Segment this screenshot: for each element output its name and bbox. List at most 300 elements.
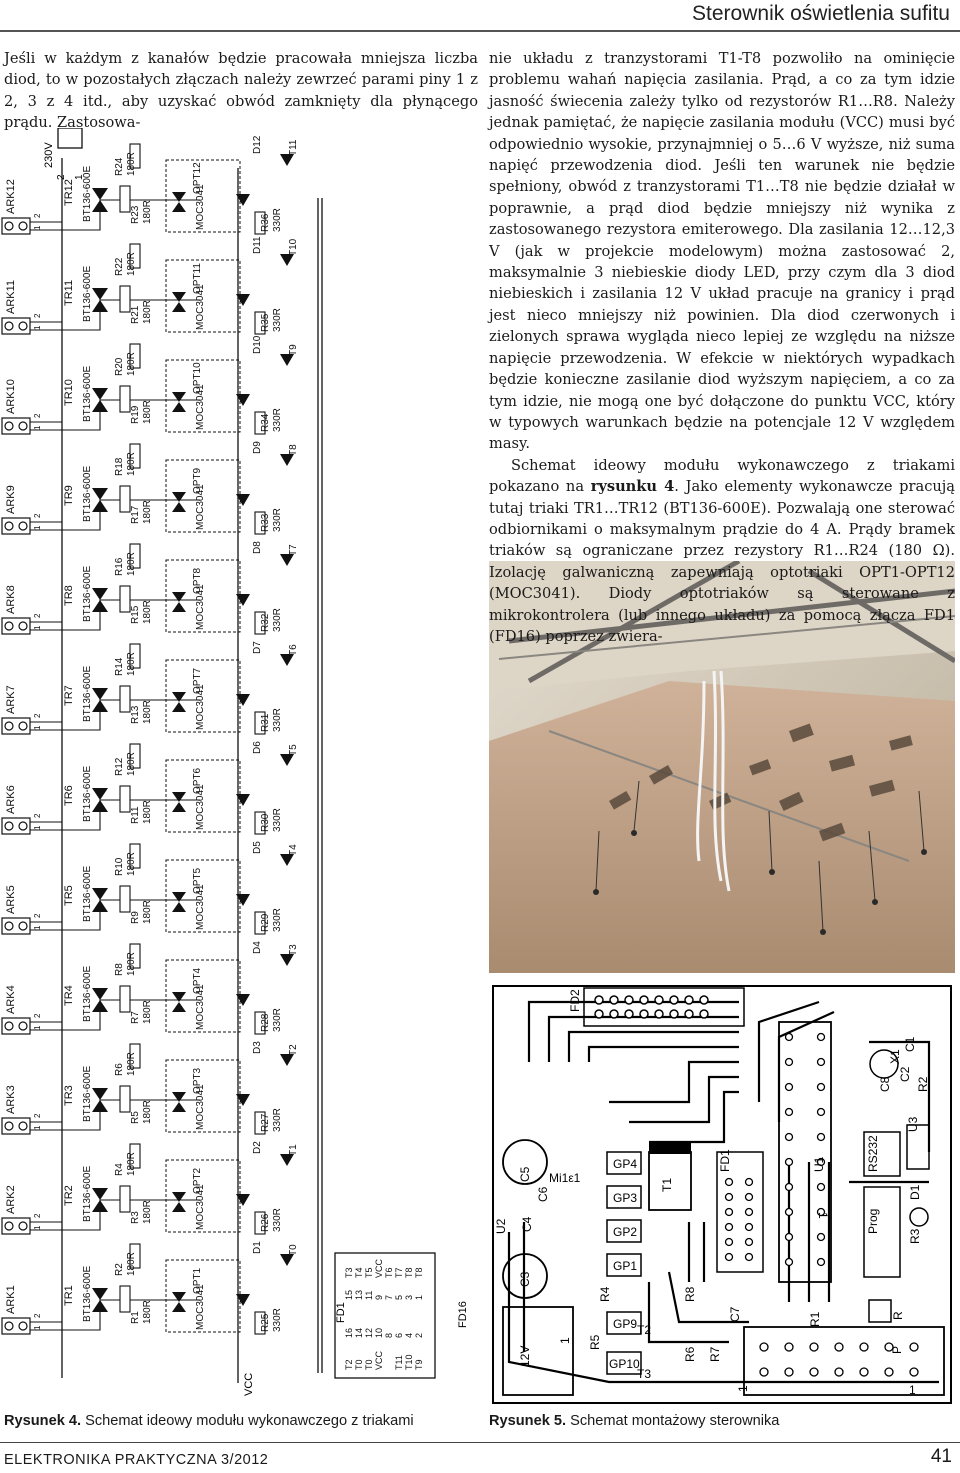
snubber-resistor-label: R24 <box>114 157 125 176</box>
pcb-label: D1 <box>908 1184 922 1200</box>
pcb-label: C4 <box>520 1216 534 1232</box>
triac-type-label: BT136-600E <box>82 365 93 422</box>
gate-resistor-label: R11 <box>130 806 141 824</box>
fd-pin-right: 7 <box>384 1294 394 1300</box>
gate-resistor <box>120 486 130 512</box>
triac-label: TR4 <box>63 985 75 1006</box>
pcb-label: Prog <box>866 1208 880 1234</box>
triac-symbol <box>92 188 108 200</box>
optotriac-symbol <box>172 302 186 312</box>
ark-pin <box>19 822 27 830</box>
optotriac-label: OPT8 <box>192 567 203 594</box>
snubber-resistor-label: R16 <box>114 557 125 576</box>
led-resistor-value: 330R <box>272 1308 283 1332</box>
triac-type-label: BT136-600E <box>82 165 93 222</box>
control-line-label: T10 <box>288 238 299 256</box>
gate-resistor-label: R21 <box>130 305 141 324</box>
snubber-resistor-value: 180R <box>126 1252 137 1276</box>
pcb-label: R4 <box>598 1286 612 1302</box>
ark-pin1-label: 1 <box>33 625 42 630</box>
ark-pin <box>5 322 13 330</box>
ark-pin <box>5 1222 13 1230</box>
fd-pin-left: 2 <box>414 1332 424 1338</box>
right-column-text <box>489 48 955 647</box>
triac-symbol <box>92 1288 108 1300</box>
indicator-led-label: D4 <box>252 941 263 954</box>
optotriac-type-label: MOC3041 <box>195 1184 206 1230</box>
triac-symbol <box>92 988 108 1000</box>
channel-wire <box>30 1200 200 1230</box>
ark-connector <box>2 1318 30 1334</box>
ark-pin2-label: 2 <box>33 713 42 718</box>
ark-connector <box>2 818 30 834</box>
ark-pin <box>5 1322 13 1330</box>
gate-resistor <box>120 886 130 912</box>
ark-label: ARK7 <box>5 685 17 714</box>
triac-label: TR12 <box>63 179 75 206</box>
ark-connector <box>2 1018 30 1034</box>
ark-pin <box>5 922 13 930</box>
optotriac-type-label: MOC3041 <box>195 684 206 730</box>
led-resistor-label: R29 <box>260 913 271 932</box>
channel-ark4 <box>2 941 299 1034</box>
pcb-label: FD1 <box>718 1149 732 1172</box>
led-resistor-value: 330R <box>272 808 283 832</box>
ark-pin2-label: 2 <box>33 1113 42 1118</box>
channel-ark8 <box>2 541 299 634</box>
control-line-label: T3 <box>288 944 299 956</box>
led-resistor-value: 330R <box>272 508 283 532</box>
optotriac-symbol <box>172 1102 186 1112</box>
optotriac-type-label: MOC3041 <box>195 884 206 930</box>
triac-type-label: BT136-600E <box>82 865 93 922</box>
optotriac-label: OPT9 <box>192 467 203 494</box>
ark-label: ARK6 <box>5 785 17 814</box>
optotriac-type-label: MOC3041 <box>195 984 206 1030</box>
triac-label: TR5 <box>63 885 75 906</box>
vcc-label: VCC <box>243 1372 255 1396</box>
triac-label: TR7 <box>63 685 75 706</box>
fd-signal-right: T5 <box>364 1267 374 1278</box>
right-paragraph-2 <box>489 455 955 648</box>
optotriac-type-label: MOC3041 <box>195 184 206 230</box>
gate-resistor-label: R5 <box>130 1111 141 1124</box>
fd-pin-left: 10 <box>374 1327 384 1338</box>
pcb-label: C5 <box>518 1166 532 1182</box>
channel-wire <box>30 700 200 730</box>
gate-resistor-value: 180R <box>142 700 153 724</box>
indicator-led-label: D12 <box>252 135 263 154</box>
triac-type-label: BT136-600E <box>82 965 93 1022</box>
led-resistor-value: 330R <box>272 1208 283 1232</box>
optotriac-type-label: MOC3041 <box>195 484 206 530</box>
ark-connector <box>2 318 30 334</box>
optotriac-symbol <box>172 1202 186 1212</box>
ark-pin <box>5 822 13 830</box>
optotriac-symbol <box>172 602 186 612</box>
snubber-resistor-label: R4 <box>114 1163 125 1176</box>
channel-wire <box>30 300 200 330</box>
pcb-label: U1 <box>812 1156 826 1172</box>
fd-pin-right: 13 <box>354 1289 364 1300</box>
led-resistor-label: R28 <box>260 1013 271 1032</box>
triac-symbol <box>92 788 108 800</box>
ark-label: ARK11 <box>5 279 17 314</box>
triac-symbol <box>92 1088 108 1100</box>
footer-rule <box>0 1442 960 1443</box>
snubber-resistor-label: R22 <box>114 257 125 276</box>
gate-resistor <box>120 1286 130 1312</box>
ark-pin2-label: 2 <box>33 1213 42 1218</box>
pcb-layout-figure <box>489 982 955 1407</box>
gate-resistor <box>120 1086 130 1112</box>
fd-signal-right: VCC <box>374 1258 384 1278</box>
channel-wire <box>30 900 200 930</box>
indicator-led-label: D2 <box>252 1141 263 1154</box>
optotriac-symbol <box>172 502 186 512</box>
gate-resistor <box>120 786 130 812</box>
triac-symbol <box>92 200 108 212</box>
triac-type-label: BT136-600E <box>82 1265 93 1322</box>
optotriac-symbol <box>172 702 186 712</box>
pcb-label: C1 <box>903 1036 917 1052</box>
right-paragraph-2-a: Schemat ideowy modułu wykonawczego z triakami pokazano na <box>489 456 955 496</box>
optotriac-label: OPT10 <box>192 362 203 394</box>
led-resistor-value: 330R <box>272 1008 283 1032</box>
ark-pin2-label: 2 <box>33 213 42 218</box>
fd-signal-left: T9 <box>414 1359 424 1370</box>
fd-signal-left: T2 <box>344 1359 354 1370</box>
pcb-label: X1 <box>888 1049 902 1064</box>
fd-pin-left: 14 <box>354 1327 364 1338</box>
pcb-label: R3 <box>908 1228 922 1244</box>
figure-4-reference: rysunku 4 <box>590 478 675 496</box>
control-line-label: T1 <box>288 1144 299 1156</box>
gate-resistor-label: R15 <box>130 605 141 624</box>
triac-symbol <box>92 600 108 612</box>
triac-symbol <box>92 1100 108 1112</box>
ark-label: ARK1 <box>5 1285 17 1314</box>
triac-label: TR9 <box>63 485 75 506</box>
channel-ark9 <box>2 441 299 534</box>
gate-resistor-value: 180R <box>142 1300 153 1324</box>
triac-type-label: BT136-600E <box>82 665 93 722</box>
triac-label: TR6 <box>63 785 75 806</box>
snubber-resistor-label: R2 <box>114 1263 125 1276</box>
gate-resistor-value: 180R <box>142 300 153 324</box>
led-resistor-label: R26 <box>260 1213 271 1232</box>
gate-resistor <box>120 186 130 212</box>
ark-pin1-label: 1 <box>33 1225 42 1230</box>
triac-symbol <box>92 888 108 900</box>
control-line-label: T0 <box>288 1244 299 1256</box>
ark-pin1-label: 1 <box>33 925 42 930</box>
triac-type-label: BT136-600E <box>82 465 93 522</box>
pcb-label: GP10 <box>609 1357 640 1371</box>
pcb-label: 1 <box>816 1212 830 1219</box>
fd1-label: FD1 <box>335 1302 347 1323</box>
ark-label: ARK3 <box>5 1085 17 1114</box>
led-resistor-value: 330R <box>272 408 283 432</box>
indicator-led-label: D9 <box>252 441 263 454</box>
snubber-resistor-value: 180R <box>126 1052 137 1076</box>
snubber-resistor-label: R20 <box>114 357 125 376</box>
ark-pin <box>19 1122 27 1130</box>
pcb-label: R1 <box>808 1311 822 1327</box>
triac-symbol <box>92 1200 108 1212</box>
channel-wire <box>30 600 200 630</box>
snubber-resistor-label: R18 <box>114 457 125 476</box>
channel-ark1 <box>2 1241 299 1334</box>
right-paragraph-2-b: . Jako elementy wykonawcze pracują tutaj triaki TR1…TR12 (BT136-600E). Pozwalają one sterować odbiornikami o maksymalnym prądzie do 4 A. Prądy bramek triaków są ograniczane przez rezystory R1…R24 (180 Ω). Izolację galwaniczną zapewniają optotriaki OPT1-OPT12 (MOC3041). Diody optotriaków są sterowane z mikrokontrolera (lub innego układu) za pomocą złącza FD1 (FD16) poprzez zwiera- <box>489 478 955 645</box>
ark-label: ARK10 <box>5 379 17 414</box>
ark-pin <box>19 722 27 730</box>
gate-resistor-label: R13 <box>130 705 141 724</box>
pcb-label: FD2 <box>568 989 582 1012</box>
snubber-resistor-value: 180R <box>126 1152 137 1176</box>
optotriac-type-label: MOC3041 <box>195 584 206 630</box>
gate-resistor-value: 180R <box>142 1000 153 1024</box>
gate-resistor <box>120 686 130 712</box>
fd-pin-right: 3 <box>404 1294 414 1300</box>
gate-resistor-value: 180R <box>142 200 153 224</box>
figure-4-caption-text: Schemat ideowy modułu wykonawczego z triakami <box>81 1413 414 1429</box>
led-resistor-value: 330R <box>272 308 283 332</box>
snubber-resistor-value: 180R <box>126 152 137 176</box>
ark-pin <box>19 322 27 330</box>
ark-pin <box>5 722 13 730</box>
optotriac-label: OPT3 <box>192 1067 203 1094</box>
gate-resistor-label: R17 <box>130 505 141 524</box>
pcb-label: C8 <box>878 1076 892 1092</box>
optotriac-symbol <box>172 202 186 212</box>
snubber-resistor-label: R10 <box>114 857 125 876</box>
triac-symbol <box>92 488 108 500</box>
triac-label: TR10 <box>63 379 75 406</box>
fd-pin-left: 16 <box>344 1327 354 1338</box>
triac-type-label: BT136-600E <box>82 265 93 322</box>
indicator-led-label: D6 <box>252 741 263 754</box>
ark-pin <box>19 622 27 630</box>
triac-symbol <box>92 1188 108 1200</box>
ark-pin <box>19 522 27 530</box>
ark-connector <box>2 1118 30 1134</box>
optotriac-symbol <box>172 402 186 412</box>
ark-label: ARK4 <box>5 985 17 1014</box>
optotriac-label: OPT2 <box>192 1167 203 1194</box>
header-rule <box>0 30 960 32</box>
indicator-led-label: D8 <box>252 541 263 554</box>
pcb-label: RS232 <box>866 1135 880 1172</box>
fd-signal-left: VCC <box>374 1350 384 1370</box>
led-resistor-value: 330R <box>272 208 283 232</box>
led-resistor-value: 330R <box>272 708 283 732</box>
left-column-text: Jeśli w każdym z kanałów będzie pracowała mniejsza liczba diod, to w pozostałych złączach należy zewrzeć parami piny 1 z 2, 3 z 4 itd., aby uzyskać obwód zamknięty dla płynącego prądu. Zastosowa- <box>4 50 478 132</box>
triac-type-label: BT136-600E <box>82 1165 93 1222</box>
ark-pin <box>5 622 13 630</box>
gate-resistor-value: 180R <box>142 800 153 824</box>
ark-pin <box>5 1122 13 1130</box>
snubber-resistor-label: R12 <box>114 757 125 776</box>
optotriac-label: OPT1 <box>192 1267 203 1294</box>
ark-pin2-label: 2 <box>33 513 42 518</box>
pcb-label: 1 <box>736 1385 750 1392</box>
pcb-label: C6 <box>536 1186 550 1202</box>
optotriac-label: OPT12 <box>192 162 203 194</box>
optotriac-type-label: MOC3041 <box>195 384 206 430</box>
indicator-led-label: D1 <box>252 1241 263 1254</box>
optotriac-symbol <box>172 902 186 912</box>
ark-pin <box>19 1022 27 1030</box>
ark-label: ARK9 <box>5 485 17 514</box>
ark-connector <box>2 918 30 934</box>
ark-pin1-label: 1 <box>33 825 42 830</box>
indicator-led-label: D11 <box>252 236 263 254</box>
fd-pin-left: 12 <box>364 1327 374 1338</box>
gate-resistor <box>120 386 130 412</box>
optotriac-symbol <box>172 802 186 812</box>
led-resistor-label: R31 <box>260 713 271 732</box>
indicator-led-label: D7 <box>252 641 263 654</box>
triac-symbol <box>92 400 108 412</box>
ark-pin2-label: 2 <box>33 1313 42 1318</box>
fd-signal-left: T0 <box>354 1359 364 1370</box>
ark-pin <box>19 922 27 930</box>
pcb-label: U3 <box>906 1116 920 1132</box>
optotriac-label: OPT4 <box>192 967 203 994</box>
channel-wire <box>30 800 200 830</box>
triac-label: TR11 <box>63 279 75 306</box>
led-resistor-label: R35 <box>260 313 271 332</box>
fd-pin-left: 8 <box>384 1332 394 1338</box>
pcb-label: R <box>891 1311 905 1320</box>
snubber-resistor-value: 180R <box>126 952 137 976</box>
gate-resistor-value: 180R <box>142 400 153 424</box>
fd-signal-left: T10 <box>404 1354 414 1370</box>
triac-symbol <box>92 500 108 512</box>
gate-resistor-label: R9 <box>130 911 141 924</box>
figure-5-caption <box>489 1413 779 1429</box>
triac-label: TR3 <box>63 1085 75 1106</box>
ark-label: ARK12 <box>5 179 17 214</box>
optotriac-label: OPT6 <box>192 767 203 794</box>
snubber-resistor-value: 180R <box>126 452 137 476</box>
channel-wire <box>30 400 200 430</box>
ark-pin <box>19 222 27 230</box>
ark-pin2-label: 2 <box>33 413 42 418</box>
control-line-label: T6 <box>288 644 299 656</box>
pcb-label: GP2 <box>613 1225 638 1239</box>
pcb-label: T2 <box>637 1323 652 1337</box>
figure-5-caption-label: Rysunek 5. <box>489 1413 567 1429</box>
figure-4-caption-label: Rysunek 4. <box>4 1413 82 1429</box>
led-resistor-value: 330R <box>272 908 283 932</box>
gate-resistor <box>120 286 130 312</box>
led-resistor-label: R34 <box>260 413 271 432</box>
gate-resistor-label: R1 <box>130 1311 141 1324</box>
footer-page-number: 41 <box>930 1446 952 1467</box>
channel-ark10 <box>2 335 299 434</box>
ark-pin1-label: 1 <box>33 225 42 230</box>
fd-pin-right: 15 <box>344 1289 354 1300</box>
control-line-label: T7 <box>288 544 299 556</box>
channel-wire <box>30 1000 200 1030</box>
optotriac-type-label: MOC3041 <box>195 284 206 330</box>
mains-label: 230V <box>43 142 55 168</box>
control-line-label: T5 <box>288 744 299 756</box>
snubber-resistor-value: 180R <box>126 352 137 376</box>
fd-pin-right: 5 <box>394 1294 404 1300</box>
triac-symbol <box>92 1300 108 1312</box>
triac-type-label: BT136-600E <box>82 765 93 822</box>
snubber-resistor-label: R6 <box>114 1063 125 1076</box>
fd-signal-left: T11 <box>394 1355 404 1370</box>
optotriac-symbol <box>172 1302 186 1312</box>
pcb-label: C3 <box>518 1271 532 1287</box>
triac-symbol <box>92 1000 108 1012</box>
pcb-label: R7 <box>708 1346 722 1362</box>
triac-type-label: BT136-600E <box>82 1065 93 1122</box>
snubber-resistor-value: 180R <box>126 852 137 876</box>
ark-pin <box>19 1222 27 1230</box>
ark-label: ARK2 <box>5 1185 17 1214</box>
fd-pin-left: 6 <box>394 1332 404 1338</box>
snubber-resistor-label: R8 <box>114 963 125 976</box>
channel-wire <box>30 1300 200 1330</box>
ark-pin1-label: 1 <box>33 1325 42 1330</box>
ark-pin2-label: 2 <box>33 613 42 618</box>
snubber-resistor-label: R14 <box>114 657 125 676</box>
gate-resistor <box>120 986 130 1012</box>
led-resistor-value: 330R <box>272 608 283 632</box>
triac-symbol <box>92 900 108 912</box>
pcb-label: GP3 <box>613 1191 638 1205</box>
gate-resistor-label: R3 <box>130 1211 141 1224</box>
pcb-label: Mi1ε1 <box>549 1171 581 1185</box>
ark-pin <box>5 222 13 230</box>
led-resistor-label: R32 <box>260 613 271 632</box>
fd-signal-right: T8 <box>404 1267 414 1278</box>
fd16-label: FD16 <box>457 1301 469 1328</box>
channel-wire <box>30 500 200 530</box>
channel-ark3 <box>2 1041 299 1134</box>
gate-resistor-label: R23 <box>130 205 141 224</box>
led-resistor-label: R27 <box>260 1113 271 1132</box>
figure-4-caption <box>4 1413 414 1429</box>
fd-signal-right: T8 <box>414 1267 424 1278</box>
fd-signal-left: T0 <box>364 1359 374 1370</box>
ark-pin1-label: 1 <box>33 525 42 530</box>
triac-symbol <box>92 800 108 812</box>
fd-pin-left: 4 <box>404 1332 414 1338</box>
indicator-led-label: D5 <box>252 841 263 854</box>
snubber-resistor-value: 180R <box>126 652 137 676</box>
ark-pin1-label: 1 <box>33 325 42 330</box>
gate-resistor-label: R19 <box>130 405 141 424</box>
indicator-led-label: D3 <box>252 1041 263 1054</box>
snubber-resistor-value: 180R <box>126 252 137 276</box>
ark-pin <box>5 522 13 530</box>
footer-journal: ELEKTRONIKA PRAKTYCZNA 3/2012 <box>4 1452 269 1468</box>
triac-symbol <box>92 288 108 300</box>
gate-resistor-value: 180R <box>142 600 153 624</box>
pcb-label: P <box>890 1345 904 1354</box>
optotriac-type-label: MOC3041 <box>195 1084 206 1130</box>
ark-pin <box>5 1022 13 1030</box>
ark-pin2-label: 2 <box>33 913 42 918</box>
control-line-label: T11 <box>288 139 299 156</box>
control-line-label: T4 <box>288 844 299 856</box>
